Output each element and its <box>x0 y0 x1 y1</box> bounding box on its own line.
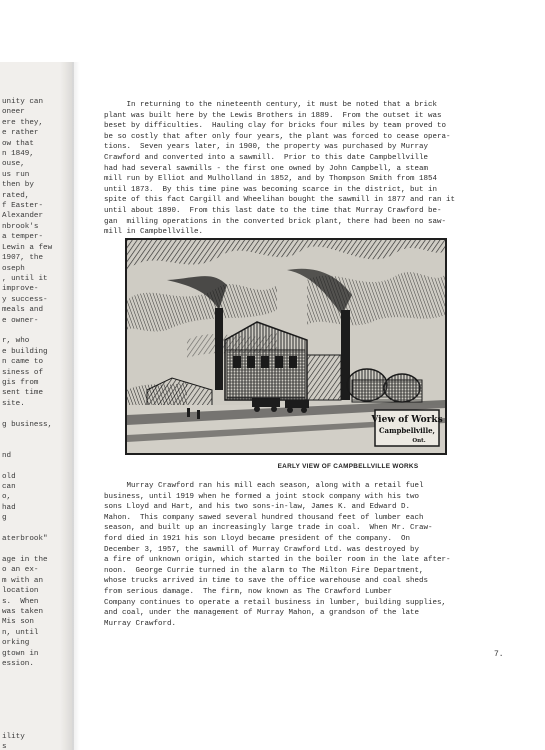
facing-page-line: n 1849, <box>2 150 34 159</box>
text-line: spite of this fact Cargill and Wheelihan bought the sawmill in 1877 and ran it <box>104 196 456 205</box>
text-line: from serious damage. The firm, now known as The Crawford Lumber <box>104 587 393 596</box>
facing-page-line: ession. <box>2 659 34 668</box>
facing-page-line: age in the <box>2 555 48 564</box>
facing-page-line: g business, <box>2 420 53 429</box>
text-line: a fire of unknown origin, which started in the boiler room in the late after- <box>104 556 451 565</box>
facing-page-line: 1907, the <box>2 254 44 263</box>
facing-page-line: oneer <box>2 108 25 117</box>
facing-page-line: us run <box>2 170 30 179</box>
facing-page-line: then by <box>2 181 34 190</box>
facing-page-line: meals and <box>2 306 44 315</box>
facing-page-line: y success- <box>2 295 48 304</box>
facing-page-line: gis from <box>2 378 39 387</box>
facing-page-line: r, who <box>2 337 30 346</box>
text-line: whose trucks arrived in time to save the office warehouse and coal sheds <box>104 577 429 586</box>
facing-page-line: sent time <box>2 389 44 398</box>
facing-page-line: ere they, <box>2 118 44 127</box>
facing-page-line: nbrook's <box>2 222 39 231</box>
text-line: Mahon. This company sawed several hundred thousand feet of lumber each <box>104 513 424 522</box>
facing-page-line: Alexander <box>2 212 44 221</box>
facing-page-line: location <box>2 587 39 596</box>
text-line: sons Lloyd and Hart, and his two sons-in-law, James K. and Edward D. <box>104 503 411 512</box>
facing-page-line: m with an <box>2 576 44 585</box>
text-line: beset by difficulties. Hauling clay for bricks four miles by team proved to <box>104 122 447 131</box>
facing-page-line: ouse, <box>2 160 25 169</box>
facing-page-line: s <box>2 743 7 750</box>
facing-page-line: aterbrook" <box>2 535 48 544</box>
facing-page-line: s. When <box>2 597 39 606</box>
woodcut-illustration <box>125 238 447 455</box>
text-line: noon. George Currie turned in the alarm to The Milton Fire Department, <box>104 566 424 575</box>
facing-page-line: improve- <box>2 285 39 294</box>
paragraph-murray-crawford <box>104 481 516 629</box>
text-line: Company continues to operate a retail business in lumber, building supplies, <box>104 598 447 607</box>
text-line: December 3, 1957, the sawmill of Murray Crawford Ltd. was destroyed by <box>104 545 420 554</box>
facing-page-line: g <box>2 514 7 523</box>
facing-page-line: o an ex- <box>2 566 39 575</box>
text-line: mill in Campbellville. <box>104 228 204 237</box>
facing-page-line: unity can <box>2 98 44 106</box>
facing-page-line: oseph <box>2 264 25 273</box>
facing-page-line: Mis son <box>2 618 34 627</box>
facing-page-line: n came to <box>2 358 44 367</box>
facing-page-line: ow that <box>2 139 34 148</box>
facing-page-line: orking <box>2 639 30 648</box>
page-number: 7. <box>494 650 504 659</box>
facing-page-line: e owner- <box>2 316 39 325</box>
text-line: Murray Crawford. <box>104 619 177 628</box>
facing-page-line: siness of <box>2 368 44 377</box>
book-page <box>74 70 545 750</box>
paragraph-brick-plant <box>104 100 516 238</box>
cartouche-title: View of Works <box>371 415 443 425</box>
facing-page-line: a temper- <box>2 233 44 242</box>
text-line: Murray Crawford ran his mill each season, along with a retail fuel <box>104 482 424 490</box>
cartouche-place: Campbellville, <box>378 426 436 435</box>
text-line: until 1873. By this time pine was becoming scarce in the district, but in <box>104 185 438 194</box>
text-line: Crawford and converted into a sawmill. Prior to this date Campbellville <box>104 153 429 162</box>
facing-page-line: n, until <box>2 628 39 637</box>
facing-page-line: e building <box>2 347 48 356</box>
facing-page-line: e rather <box>2 129 39 138</box>
facing-page-line: o, <box>2 493 12 502</box>
cartouche-province: Ont. <box>412 438 426 444</box>
text-line: plant was built here by the Lewis Brothers in 1889. From the outset it was <box>104 111 442 120</box>
facing-page-line: ility <box>2 732 25 741</box>
facing-page-line: site. <box>2 399 25 408</box>
facing-page-line: had <box>2 503 16 512</box>
text-line: be so costly that after only four years, the plant was forced to cease opera- <box>104 132 451 141</box>
text-line: business, until 1919 when he formed a joint stock company with his two <box>104 492 420 501</box>
text-line: In returning to the nineteenth century, it must be noted that a brick <box>104 101 438 109</box>
facing-page-line: can <box>2 483 16 492</box>
facing-page-line: gtown in <box>2 649 39 658</box>
facing-page-line: nd <box>2 451 12 460</box>
facing-page-line: , until it <box>2 274 48 283</box>
text-line: gan milling operations in the converted brick plant, there had been no saw- <box>104 217 447 226</box>
text-line: tions. Seven years later, in 1900, the property was purchased by Murray <box>104 143 429 152</box>
text-line: had had several sawmills - the first one owned by John Campbell, a steam <box>104 164 429 173</box>
facing-page-line: f Easter- <box>2 202 44 211</box>
text-line: ford died in 1921 his son Lloyd became president of the company. On <box>104 534 411 543</box>
facing-page-line: was taken <box>2 607 44 616</box>
illustration-caption: EARLY VIEW OF CAMPBELLVILLE WORKS <box>277 463 419 470</box>
text-line: and coal, under the management of Murray Mahon, a grandson of the late <box>104 609 420 618</box>
facing-page-line: Lewin a few <box>2 243 53 252</box>
text-line: until about 1890. From this last date to the time that Murray Crawford be- <box>104 206 442 215</box>
text-line: season, and built up an increasingly large trade in coal. When Mr. Craw- <box>104 524 433 533</box>
facing-page-line: rated, <box>2 191 30 200</box>
text-line: mill run by Elliot and Mulholland in 1852, and by Thompson Smith from 1854 <box>104 175 438 184</box>
spine-shadow <box>72 62 80 750</box>
facing-page-line: old <box>2 472 16 481</box>
